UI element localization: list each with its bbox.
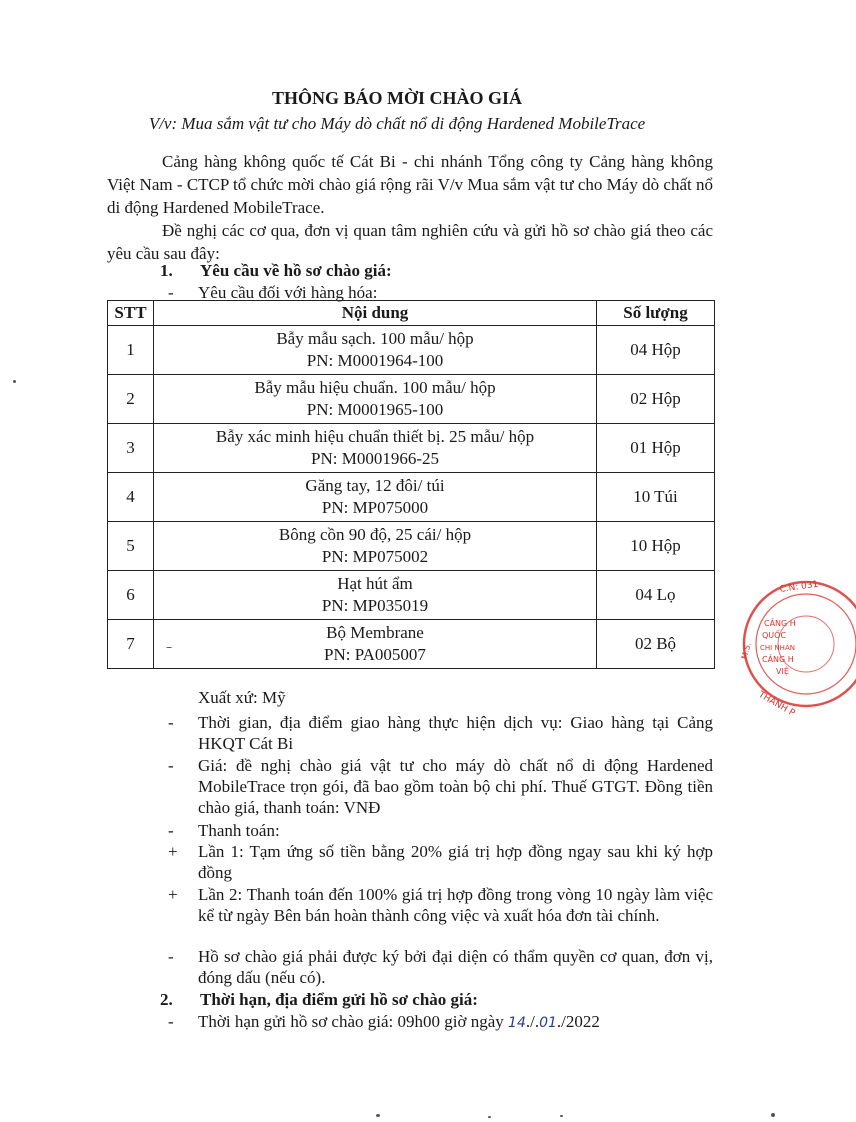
item-name: Bẫy mẫu sạch. 100 mẫu/ hộp (276, 329, 474, 348)
svg-text:THÀNH P: THÀNH P (756, 689, 797, 719)
bullet-marker: - (168, 756, 174, 775)
scan-speck (13, 380, 16, 383)
svg-text:QUỐC: QUỐC (762, 631, 787, 640)
item-name: Bẫy mẫu hiệu chuẩn. 100 mẫu/ hộp (254, 378, 496, 397)
bullet-marker: + (168, 885, 178, 904)
bullet-item (168, 712, 713, 754)
intro-paragraph (107, 150, 713, 219)
bullet-item (168, 755, 713, 818)
table-row (108, 326, 715, 375)
svg-text:CẢNG H: CẢNG H (764, 619, 796, 628)
cell-quantity: 10 Hộp (597, 522, 715, 571)
cell-content (154, 620, 597, 669)
cell-quantity: 02 Bộ (597, 620, 715, 669)
item-name: Bẫy xác minh hiệu chuẩn thiết bị. 25 mẫu/ hộp (215, 427, 535, 446)
item-part-number: PN: M0001966-25 (311, 449, 439, 468)
bullet-text: Thanh toán: (198, 821, 280, 840)
deadline-day: 14 (508, 1015, 526, 1031)
bullet-item (168, 841, 713, 883)
document-title: THÔNG BÁO MỜI CHÀO GIÁ (271, 88, 522, 108)
cell-content (154, 571, 597, 620)
table-row (108, 620, 715, 669)
cell-stt: 1 (108, 326, 154, 375)
item-part-number: PN: M0001965-100 (306, 400, 444, 419)
deadline-line (168, 1011, 713, 1034)
header-content: Nội dung (154, 301, 597, 326)
cell-stt: 4 (108, 473, 154, 522)
bullet-text: Giá: đề nghị chào giá vật tư cho máy dò chất nổ di động Hardened MobileTrace trọn gói, đã bao gồm toàn bộ chi phí. Thuế GTGT. Đồng tiền chào giá, thanh toán: VNĐ (198, 756, 713, 817)
svg-text:C.N: 031: C.N: 031 (779, 579, 819, 595)
scan-speck (560, 1115, 563, 1117)
bullet-item (168, 820, 713, 841)
header-quantity: Số lượng (597, 301, 715, 326)
section-title: Yêu cầu về hồ sơ chào giá: (200, 261, 392, 280)
deadline-separator: ./. (525, 1012, 540, 1031)
section-title: Thời hạn, địa điểm gửi hồ sơ chào giá: (200, 990, 478, 1009)
cell-stt: 6 (108, 571, 154, 620)
item-part-number: PN: MP075002 (321, 547, 429, 566)
section-number: 1. (160, 261, 173, 280)
header-stt: STT (108, 301, 154, 326)
cell-content (154, 375, 597, 424)
svg-text:VIỆ: VIỆ (776, 667, 789, 676)
item-part-number: PN: MP075000 (321, 498, 429, 517)
intro-text: Cảng hàng không quốc tế Cát Bi - chi nhánh Tổng công ty Cảng hàng không Việt Nam - CTCP tổ chức mời chào giá rộng rãi V/v Mua sắm vật tư cho Máy dò chất nổ di động Hardened MobileTrace. (107, 152, 713, 217)
item-name: Bộ Membrane (326, 623, 424, 642)
item-part-number: PN: PA005007 (324, 645, 426, 664)
cell-content (154, 326, 597, 375)
bullet-item (168, 884, 713, 926)
cell-stt: 2 (108, 375, 154, 424)
cell-quantity: 02 Hộp (597, 375, 715, 424)
item-name: Găng tay, 12 đôi/ túi (305, 476, 445, 495)
bullet-text: Yêu cầu đối với hàng hóa: (198, 283, 378, 302)
intro-text: Đề nghị các cơ qua, đơn vị quan tâm nghiên cứu và gửi hồ sơ chào giá theo các yêu cầu sau đây: (107, 221, 713, 263)
bullet-text: Thời gian, địa điểm giao hàng thực hiện dịch vụ: Giao hàng tại Cảng HKQT Cát Bi (198, 713, 713, 753)
section-2-heading (160, 990, 478, 1010)
scan-speck (488, 1116, 491, 1118)
bullet-marker: - (168, 947, 174, 966)
table-header-row (108, 301, 715, 326)
bullet-marker: - (168, 283, 174, 302)
table-row (108, 571, 715, 620)
table-row (108, 473, 715, 522)
bullet-item (168, 946, 713, 988)
scan-speck (376, 1114, 380, 1117)
scan-speck (166, 647, 172, 648)
item-name: Hạt hút ẩm (337, 574, 413, 593)
svg-text:CHI NHÁN: CHI NHÁN (760, 644, 795, 652)
cell-content (154, 522, 597, 571)
table-row (108, 522, 715, 571)
bullet-marker: - (168, 713, 174, 732)
svg-text:CẢNG H: CẢNG H (762, 655, 794, 664)
cell-quantity: 10 Túi (597, 473, 715, 522)
document-subtitle: V/v: Mua sắm vật tư cho Máy dò chất nổ di động Hardened MobileTrace (148, 114, 646, 133)
section-number: 2. (160, 990, 173, 1009)
bullet-marker: + (168, 842, 178, 861)
bullet-marker: - (168, 821, 174, 840)
cell-quantity: 01 Hộp (597, 424, 715, 473)
item-part-number: PN: MP035019 (321, 596, 429, 615)
company-seal-stamp (736, 574, 856, 719)
cell-stt: 5 (108, 522, 154, 571)
svg-text:M.S.: M.S. (739, 641, 753, 661)
deadline-suffix: ./2022 (556, 1012, 600, 1031)
intro-paragraph (107, 219, 713, 265)
scan-speck (771, 1113, 775, 1117)
bullet-text: Lần 1: Tạm ứng số tiền bằng 20% giá trị hợp đồng ngay sau khi ký hợp đồng (198, 842, 713, 882)
table-row (108, 375, 715, 424)
cell-content (154, 424, 597, 473)
cell-stt: 3 (108, 424, 154, 473)
bullet-text: Hồ sơ chào giá phải được ký bởi đại diện có thẩm quyền cơ quan, đơn vị, đóng dấu (nếu có). (198, 947, 713, 987)
item-name: Bông cồn 90 độ, 25 cái/ hộp (278, 525, 472, 544)
origin-line: Xuất xứ: Mỹ (198, 688, 286, 707)
cell-content (154, 473, 597, 522)
bullet-marker: - (168, 1012, 174, 1031)
goods-table (107, 300, 715, 669)
cell-quantity: 04 Hộp (597, 326, 715, 375)
table-row (108, 424, 715, 473)
cell-stt: 7 (108, 620, 154, 669)
section-1-heading (160, 261, 392, 281)
item-part-number: PN: M0001964-100 (306, 351, 444, 370)
bullet-text: Lần 2: Thanh toán đến 100% giá trị hợp đồng trong vòng 10 ngày làm việc kể từ ngày Bên bán hoàn thành công việc và xuất hóa đơn tài chính. (198, 885, 713, 925)
deadline-month: 01 (539, 1015, 557, 1031)
deadline-prefix: Thời hạn gửi hồ sơ chào giá: 09h00 giờ ngày (198, 1012, 509, 1031)
cell-quantity: 04 Lọ (597, 571, 715, 620)
